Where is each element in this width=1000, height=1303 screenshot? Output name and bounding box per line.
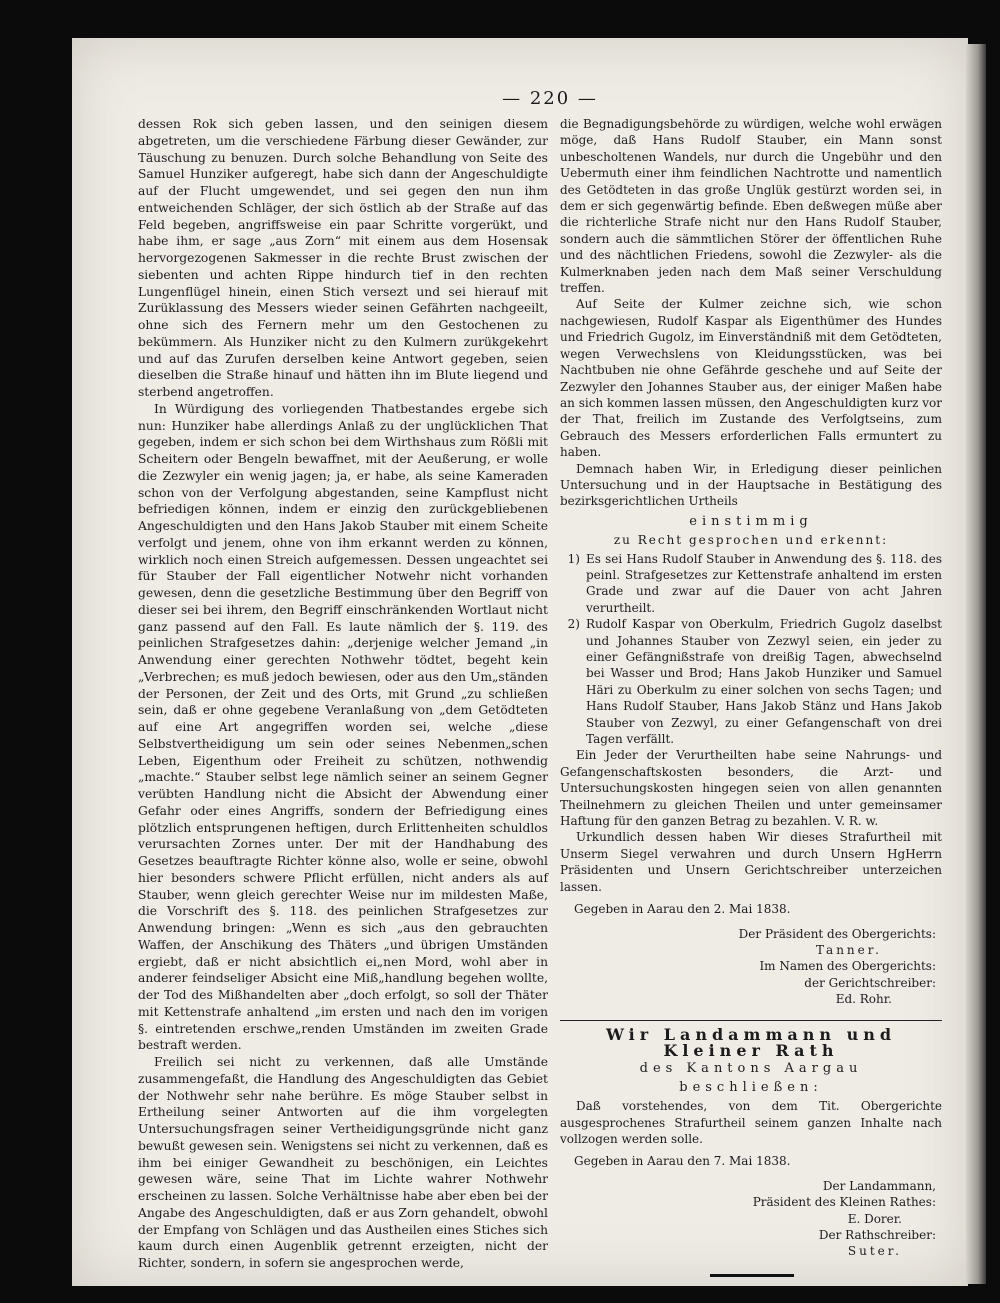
left-column <box>138 116 548 1272</box>
signature-title: Der Präsident des Obergerichts: <box>738 926 936 941</box>
paragraph: Ein Jeder der Verurtheilten habe seine Nahrungs- und Gefangenschaftskosten besonders, die Arzt- und Untersuchungskosten hingegen seien von allen genannten Theilnehmern zu gleichen Theilen und unter gemeinsamer Haftung für den ganzen Betrag zu bezahlen. V. R. w. <box>560 748 942 829</box>
end-rule <box>710 1274 794 1277</box>
section-divider <box>560 1020 942 1021</box>
paragraph: Freilich sei nicht zu verkennen, daß alle Umstände zusammengefaßt, die Handlung des Angeschuldigten das Gebiet der Nothwehr sehr nahe berühre. Es möge Stauber selbst in Ertheilung seiner Antworten auf die ihm vorgelegten Untersuchungsfragen seiner Vertheidigungsgründe nicht ganz bewußt gewesen sein. Wenigstens sei nicht zu verkennen, daß es ihm bei einiger Gewandheit zu beschönigen, ein Leichtes gewesen wäre, seine That im Lichte wahrer Nothwehr erscheinen zu lassen. Solche Verhältnisse habe aber eben bei der Angabe des Angeschuldigten, daß er aus Zorn gehandelt, obwohl der Empfang von Schlägen und das Austheilen eines Stiches sich kaum durch einen Augenblik getrennt erzeigten, nicht der Richter, sondern, in sofern sie angesprochen werde, <box>138 1055 548 1270</box>
paragraph: dessen Rok sich geben lassen, und den seinigen diesem abgetreten, um die verschiedene Färbung dieser Gewänder, zur Täuschung zu benuzen. Durch solche Behandlung von Seite des Samuel Hunziker aufgeregt, habe sich dann der Angeschuldigte auf der Flucht umgewendet, und sei gegen den nun ihm entweichenden Schläger, der sich östlich ab der Straße auf das Feld begeben, angriffsweise ein paar Schritte vorgerükt, und habe ihm, er sage „aus Zorn“ mit einem aus dem Hosensak hervorgezogenen Sakmesser in die rechte Brust zwischen der siebenten und achten Rippe hindurch tief in den rechten Lungenflügel hinein, einen Stich versezt und sei hierauf mit Zurüklassung des Messers wieder seinen Gefährten nachgeeilt, ohne sich des Fernern mehr um den Gestochenen zu bekümmern. Als Hunziker nicht zu den Kulmern zurükgekehrt und auf das Zurufen derselben keine Antwort gegeben, seien dieselben die Straße hinauf und hätten ihn im Blute liegend und sterbend angetroffen. <box>138 117 548 399</box>
signature-title: Im Namen des Obergerichts: <box>759 959 936 974</box>
verdict-word: einstimmig <box>689 513 813 529</box>
signature-name: Suter. <box>847 1244 902 1259</box>
paragraph: Daß vorstehendes, von dem Tit. Obergerichte ausgesprochenes Strafurtheil seinem ganzen Inhalte nach vollzogen werden solle. <box>560 1099 942 1146</box>
verdict-item <box>560 551 942 617</box>
signature-title: Der Landammann, <box>822 1178 936 1193</box>
paragraph: die Begnadigungsbehörde zu würdigen, welche wohl erwägen möge, daß Hans Rudolf Stauber, ein Mann sonst unbescholtenen Wandels, nur durch die Ungebühr und den Uebermuth einer ihm feindlichen Nachtrotte und namentlich des Getödteten in das große Unglük gestürzt worden sei, in dem er sich gegenwärtig befinde. Eben deßwegen müße aber die richterliche Strafe nicht nur den Hans Rudolf Stauber, sondern auch die sämmtlichen Störer der öffentlichen Ruhe und des nächtlichen Friedens, sowohl die Zezwyler- als die Kulmerknaben jeden nach dem Maß seiner Verschuldung treffen. <box>560 117 942 296</box>
right-column <box>560 116 942 1277</box>
item-text: Es sei Hans Rudolf Stauber in Anwendung des §. 118. des peinl. Strafgesetzes zur Kettenstrafe anhaltend im ersten Grade und zwar auf die Dauer von acht Jahren verurtheilt. <box>586 551 942 615</box>
item-number: 2) <box>567 617 580 632</box>
signature-title: Präsident des Kleinen Rathes: <box>752 1195 936 1210</box>
signature-name: Tanner. <box>815 942 882 957</box>
item-text: Rudolf Kaspar von Oberkulm, Friedrich Gugolz daselbst und Johannes Stauber von Zezwyl seien, ein jeder zu einer Gefängnißstrafe von dreißig Tagen, abwechselnd bei Wasser und Brod; Hans Jakob Hunziker und Samuel Häri zu Oberkulm zu einer solchen von sechs Tagen; und Hans Rudolf Stauber, Hans Jakob Stänz und Hans Jakob Stauber von Zezwyl, zu einer Gefangenschaft von drei Tagen verfällt. <box>586 617 942 747</box>
issue-date: Gegeben in Aarau den 7. Mai 1838. <box>574 1154 791 1169</box>
page-fold-shadow <box>966 44 986 1284</box>
paragraph: Demnach haben Wir, in Erledigung dieser peinlichen Untersuchung und in der Hauptsache in Bestätigung des bezirksgerichtlichen Urtheils <box>560 461 942 509</box>
item-number: 1) <box>567 551 580 566</box>
issue-date: Gegeben in Aarau den 2. Mai 1838. <box>574 902 791 917</box>
verdict-item <box>560 616 942 747</box>
section-heading: Wir Landammann und Kleiner Rath <box>605 1024 897 1060</box>
paragraph: Urkundlich dessen haben Wir dieses Strafurtheil mit Unserm Siegel verwahren und durch Unsern HgHerrn Präsidenten und Unsern Gerichtschreiber unterzeichen lassen. <box>560 830 942 894</box>
paragraph: Auf Seite der Kulmer zeichne sich, wie schon nachgewiesen, Rudolf Kaspar als Eigenthümer des Hundes und Friedrich Gugolz, im Einverständniß mit dem Getödteten, wegen Verwechslens von Kleidungsstücken, was bei Nachtbuben nie ohne Gefährde geschehe und auf Seite der Zezwyler den Johannes Stauber aus, der einiger Maßen habe an sich kommen lassen müssen, den Angeschuldigten kurz vor der That, freilich im Zustande des Verfolgtseins, zum Gebrauch des Messers erforderlichen Falls ermuntert zu haben. <box>560 297 942 460</box>
page-number: — 220 — <box>502 88 598 109</box>
signature-name: E. Dorer. <box>847 1211 902 1226</box>
paragraph: In Würdigung des vorliegenden Thatbestandes ergebe sich nun: Hunziker habe allerdings Anlaß zu der unglücklichen That gegeben, indem er sich schon bei dem Wirthshaus zum Rößli mit Scheitern oder Bengeln bewaffnet, mit der Aeußerung, er wolle die Zezwyler ein wenig jagen; ja, er habe, als seine Kameraden schon von der Verfolgung abgestanden, seine Kampflust nicht befriedigen können, indem er einzig den zurückgebliebenen Angeschuldigten und den Hans Jakob Stauber mit einem Scheite verfolgt und jenem, ohne von ihm erkannt werden zu können, wirklich noch einen Streich aufgemessen. Dessen ungeachtet sei für Stauber der Fall eigentlicher Notwehr nicht vorhanden gewesen, denn die gesetzliche Bestimmung über den Begriff von dieser sei bei ihrem, den Begriff einschränkenden Wortlaut nicht ganz passend auf den Fall. Es laute nämlich der §. 119. des peinlichen Strafgesetzes dahin: „derjenige welcher Jemand „in Anwendung einer gerechten Nothwehr tödtet, begeht kein „Verbrechen; es muß jedoch bewiesen, oder aus den Um„ständen der Personen, der Zeit und des Orts, mit Grund „zu schließen sein, daß er ohne gegebene Veranlaßung von „dem Getödteten auf eine Art angegriffen worden sei, welche „diese Selbstvertheidigung um sein oder seines Nebenmen„schen Leben, Eigenthum oder Freiheit zu schützen, nothwendig „machte.“ Stauber selbst lege nämlich seiner an seinem Gegner verübten Handlung nicht die Absicht der Abwendung einer Gefahr oder eines Angriffs, sondern der Befriedigung eines plötzlich entsprungenen heftigen, durch Erlittenheiten schuldlos verursachten Zornes unter. Der mit der Handhabung des Gesetzes beauftragte Richter könne also, wolle er seine, obwohl hier besonders schwere Pflicht erfüllen, nicht anders als auf Stauber, wenn gleich gerechter Weise nur im mildesten Maße, die Vorschrift des §. 118. des peinlichen Strafgesetzes zur Anwendung bringen: „Wenn es sich „aus den gebrauchten Waffen, der Anschikung des Thäters „und übrigen Umständen ergiebt, daß er nicht absichtlich ei„nen Mord, wohl aber in anderer feindseliger Absicht eine Miß„handlung begehen wollte, der Tod des Mißhandelten aber „doch erfolgt, so soll der Thäter mit Kettenstrafe anhaltend „im ersten und nach den im vorigen §. eintretenden erschwe„renden Umständen im zweiten Grade bestraft werden. <box>138 401 548 1053</box>
section-subheading: beschließen: <box>679 1079 823 1095</box>
signature-title: der Gerichtschreiber: <box>804 975 936 990</box>
verdict-subtitle: zu Recht gesprochen und erkennt: <box>613 533 889 548</box>
signature-title: Der Rathschreiber: <box>818 1228 936 1242</box>
section-subheading: des Kantons Aargau <box>639 1061 863 1077</box>
signature-name: Ed. Rohr. <box>835 992 892 1007</box>
